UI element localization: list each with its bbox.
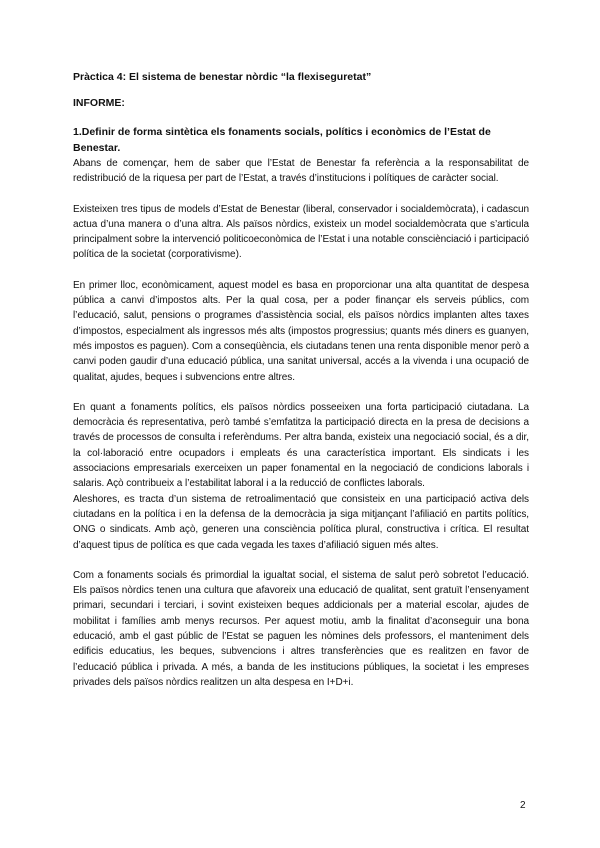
page-number: 2 bbox=[520, 800, 526, 811]
report-label: INFORME: bbox=[73, 97, 125, 109]
paragraph-social: Com a fonaments socials és primordial la igualtat social, el sistema de salut però sobretot l’educació. Els països nòrdics tenen una cultura que afavoreix una educació de qualitat, sent gratuït l’ensenyament primari, secundari i terciari, i sovint existeixen beques addicionals per a material escolar, ajudes de mobilitat i famílies amb menys recursos. Per aquest motiu, amb la finalitat d’aconseguir una bona educació, amb el gast públic de l’Estat se paguen les nòmines dels professors, el manteniment dels edificis educatius, les beques, subvencions i altres transferències que es realitzen en favor de l’educació pública i privada. A més, a banda de les institucions públiques, la societat i les empreses privades dels països nòrdics realitzen un alta despesa en I+D+i. bbox=[73, 569, 529, 688]
paragraph-political: En quant a fonaments polítics, els països nòrdics posseeixen una forta participació ciutadana. La democràcia és representativa, però també s’emfatitza la participació directa en la presa de decisions a través de processos de consulta i referèndums. Per altra banda, existeix una negociació social, és a dir, la col·laboració entre ocupadors i empleats és una característica important. Els sindicats i les associacions empresarials exerceixen un paper fonamental en la negociació de condicions laborals i salaris. Açò contribueix a l’estabilitat laboral i a la reducció de conflictes laborals. bbox=[73, 401, 529, 490]
paragraph-intro: Abans de començar, hem de saber que l’Estat de Benestar fa referència a la responsabilitat de redistribució de la riquesa per part de l’Estat, a través d’institucions i polítiques de caràcter social. bbox=[73, 158, 529, 185]
paragraph-economic: En primer lloc, econòmicament, aquest model es basa en proporcionar una alta quantitat de despesa pública a canvi d’impostos alts. Per la qual cosa, per a poder finançar els serveis públics, com l’educació, salut, pensions o programes d’assistència social, els països nòrdics implanten altes taxes d’impostos, especialment als ingressos més alts (impostos progressius; quants més diners es guanyen, més impostos es paguen). Com a conseqüència, els ciutadans tenen una renta disponible menor però a canvi poden gaudir d’una educació pública, una sanitat universal, accés a la vivenda i una ocupació de qualitat, ajudes, beques i subvencions entre altres. bbox=[73, 279, 529, 383]
practice-title: Pràctica 4: El sistema de benestar nòrdic “la flexiseguretat” bbox=[73, 71, 372, 83]
paragraph-feedback: Aleshores, es tracta d’un sistema de retroalimentació que consisteix en una participació activa dels ciutadans en la política i en la defensa de la democràcia ja siga mitjançant l’afiliació en partits polítics, ONG o sindicats. Amb açò, generen una consciència política plural, constructiva i crítica. El resultat d’aquest tipus de política es que cada vegada les taxes d’afiliació siguen més altes. bbox=[73, 493, 529, 551]
page-content bbox=[73, 70, 529, 705]
paragraph-models: Existeixen tres tipus de models d’Estat de Benestar (liberal, conservador i socialdemòcrata), i cadascun actua d’una manera o d’una altra. Als països nòrdics, existeix un model socialdemòcrata que s’articula principalment sobre la intervenció politicoeconòmica de l’Estat i una notable consciènciació i participació política de la societat (corporativisme). bbox=[73, 203, 530, 261]
section-heading: 1.Definir de forma sintètica els fonaments socials, polítics i econòmics de l’Estat de Benestar. bbox=[73, 126, 491, 154]
